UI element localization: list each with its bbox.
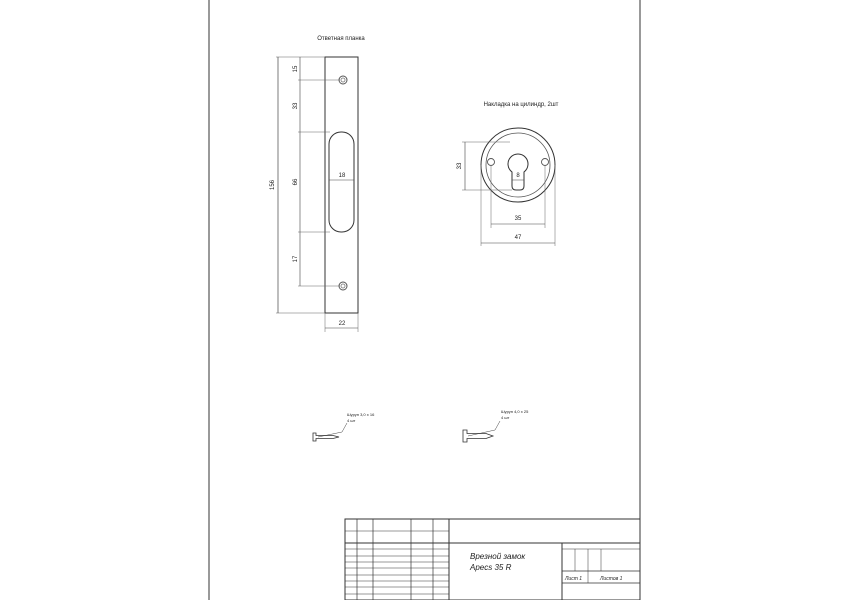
- latch-slot: [329, 132, 354, 232]
- keyhole: [508, 154, 528, 190]
- title-block-sheet: Лист 1: [565, 576, 583, 582]
- dim-18: 18: [338, 173, 346, 179]
- title-block-name-line2: Apecs 35 R: [470, 563, 512, 572]
- dim-17: 17: [293, 255, 299, 263]
- dim-33-vertical: 33: [457, 162, 463, 170]
- screw-small-label-1: Шуруп 3,0 х 16: [347, 412, 375, 417]
- dim-22: 22: [338, 321, 346, 327]
- screw-large-icon: [463, 430, 493, 442]
- cylinder-plate-drawing: [457, 102, 559, 246]
- title-block-sheets: Листов 1: [600, 576, 623, 582]
- screw-large-label-1: Шуруп 4,0 х 25: [501, 409, 529, 414]
- dim-156: 156: [270, 179, 276, 191]
- strike-plate-title: Ответная планка: [317, 36, 365, 42]
- screw-large-drawing: [463, 409, 529, 442]
- mount-hole-left: [488, 159, 495, 166]
- mount-hole-right: [542, 159, 549, 166]
- dim-15: 15: [293, 65, 299, 73]
- screw-small-drawing: [313, 412, 375, 441]
- dim-47: 47: [514, 235, 522, 241]
- dim-33: 33: [293, 102, 299, 110]
- screw-small-label-2: 4 шт: [347, 418, 356, 423]
- cylinder-plate-title: Накладка на цилиндр, 2шт: [483, 102, 559, 108]
- screw-hole-top: [339, 76, 347, 84]
- dim-8: 8: [516, 173, 520, 179]
- screw-small-icon: [313, 433, 339, 441]
- strike-plate-drawing: [270, 36, 365, 332]
- title-block-name-line1: Врезной замок: [470, 552, 526, 561]
- screw-hole-bottom: [339, 282, 347, 290]
- screw-large-label-2: 4 шт: [501, 415, 510, 420]
- strike-plate-outline: [325, 57, 358, 313]
- dim-35: 35: [514, 216, 522, 222]
- escutcheon-inner: [486, 133, 550, 197]
- dim-66: 66: [293, 178, 299, 186]
